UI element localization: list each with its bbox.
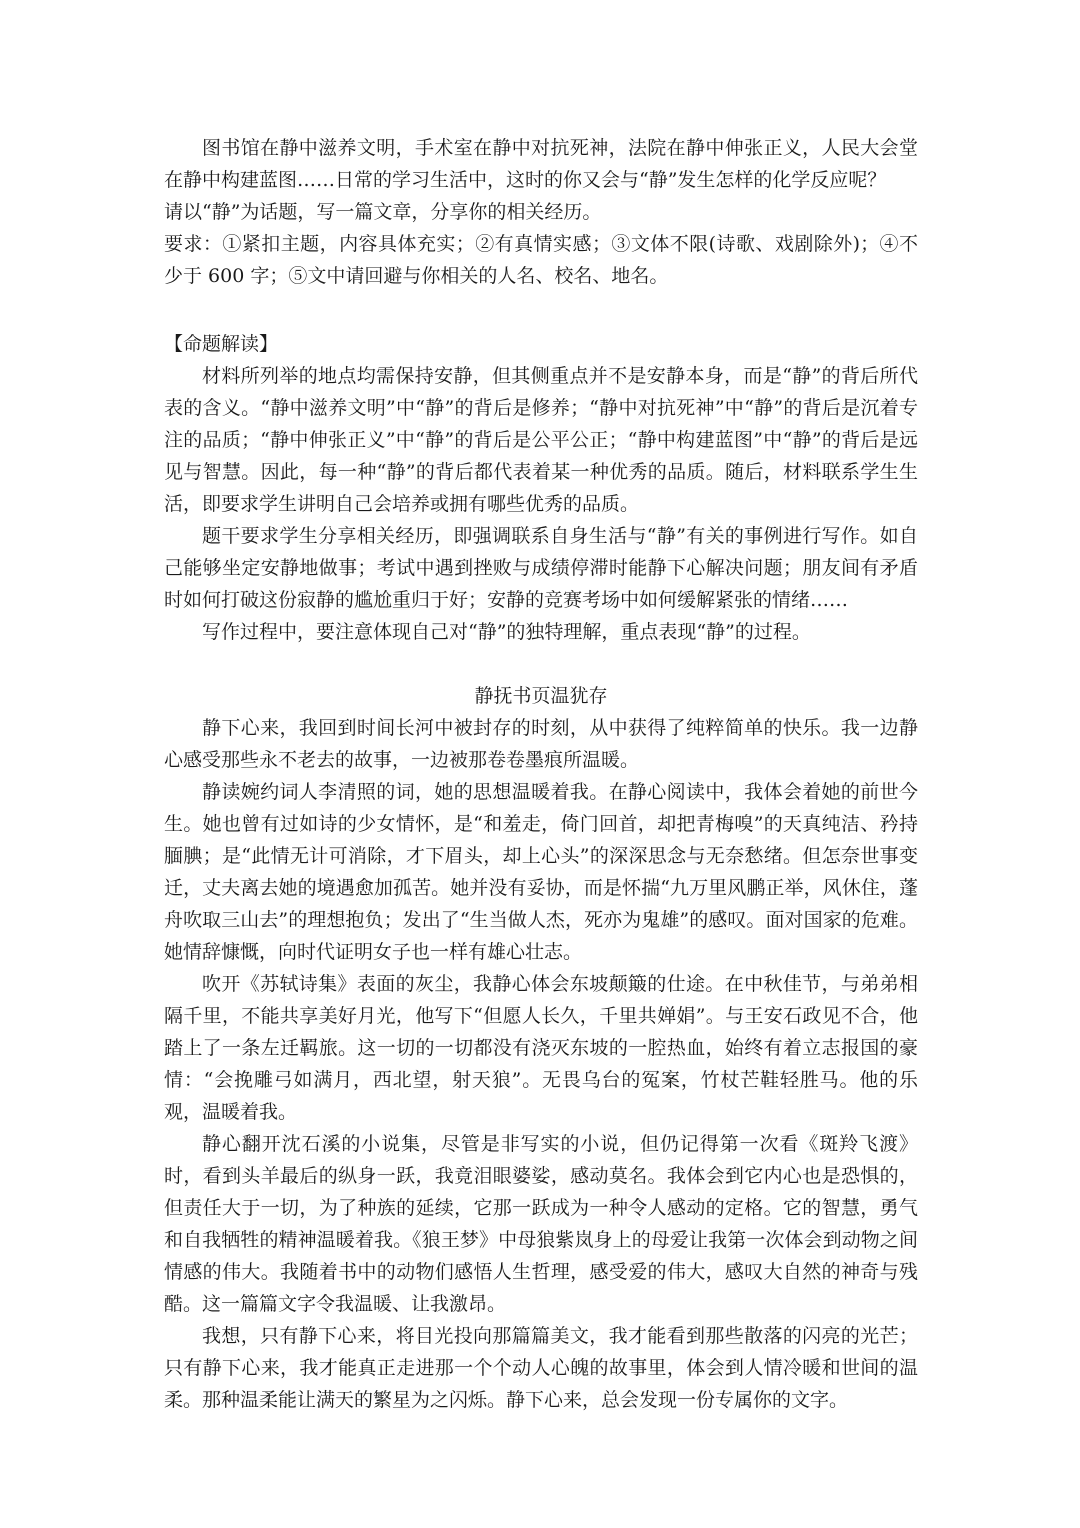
essay-paragraph: 我想，只有静下心来，将目光投向那篇篇美文，我才能看到那些散落的闪亮的光芒；只有静下心来，我才能真正走进那一个个动人心魄的故事里，体会到人情冷暖和世间的温柔。那种温柔能让满天的繁星为之闪烁。静下心来，总会发现一份专属你的文字。 (164, 1325, 918, 1411)
sample-essay (164, 680, 918, 1416)
spacer (164, 292, 918, 328)
essay-title: 静抚书页温犹存 (474, 685, 608, 707)
prompt-material: 图书馆在静中滋养文明，手术室在静中对抗死神，法院在静中伸张正义，人民大会堂在静中构建蓝图……日常的学习生活中，这时的你又会与“静”发生怎样的化学反应呢？ (164, 137, 918, 191)
essay-paragraph: 静心翻开沈石溪的小说集，尽管是非写实的小说，但仍记得第一次看《斑羚飞渡》时，看到头羊最后的纵身一跃，我竟泪眼婆娑，感动莫名。我体会到它内心也是恐惧的，但责任大于一切，为了种族的延续，它那一跃成为一种令人感动的定格。它的智慧，勇气和自我牺牲的精神温暖着我。《狼王梦》中母狼紫岚身上的母爱让我第一次体会到动物之间情感的伟大。我随着书中的动物们感悟人生哲理，感受爱的伟大，感叹大自然的神奇与残酷。这一篇篇文字令我温暖、让我激昂。 (164, 1133, 918, 1315)
analysis-heading: 【命题解读】 (164, 333, 279, 355)
prompt-task: 请以“静”为话题，写一篇文章，分享你的相关经历。 (164, 201, 602, 223)
essay-paragraph: 静读婉约词人李清照的词，她的思想温暖着我。在静心阅读中，我体会着她的前世今生。她也曾有过如诗的少女情怀，是“和羞走，倚门回首，却把青梅嗅”的天真纯洁、矜持腼腆；是“此情无计可消除，才下眉头，却上心头”的深深思念与无奈愁绪。但怎奈世事变迁，丈夫离去她的境遇愈加孤苦。她并没有妥协，而是怀揣“九万里风鹏正举，风休住，蓬舟吹取三山去”的理想抱负；发出了“生当做人杰，死亦为鬼雄”的感叹。面对国家的危难。她情辞慷慨，向时代证明女子也一样有雄心壮志。 (164, 781, 918, 963)
essay-paragraph: 吹开《苏轼诗集》表面的灰尘，我静心体会东坡颠簸的仕途。在中秋佳节，与弟弟相隔千里，不能共享美好月光，他写下“但愿人长久，千里共婵娟”。与王安石政见不合，他踏上了一条左迁羁旅。这一切的一切都没有浇灭东坡的一腔热血，始终有着立志报国的豪情：“会挽雕弓如满月，西北望，射天狼”。无畏乌台的冤案，竹杖芒鞋轻胜马。他的乐观，温暖着我。 (164, 973, 918, 1123)
analysis-paragraph: 题干要求学生分享相关经历，即强调联系自身生活与“静”有关的事例进行写作。如自己能够坐定安静地做事；考试中遇到挫败与成绩停滞时能静下心解决问题；朋友间有矛盾时如何打破这份寂静的尴尬重归于好；安静的竞赛考场中如何缓解紧张的情绪…… (164, 525, 918, 611)
prompt-analysis (164, 328, 918, 648)
analysis-paragraph: 写作过程中，要注意体现自己对“静”的独特理解，重点表现“静”的过程。 (202, 621, 811, 643)
writing-prompt (164, 132, 918, 292)
prompt-requirements: 要求：①紧扣主题，内容具体充实；②有真情实感；③文体不限(诗歌、戏剧除外)；④不少于 600 字；⑤文中请回避与你相关的人名、校名、地名。 (164, 233, 918, 287)
spacer (164, 648, 918, 680)
essay-paragraph: 静下心来，我回到时间长河中被封存的时刻，从中获得了纯粹简单的快乐。我一边静心感受那些永不老去的故事，一边被那卷卷墨痕所温暖。 (164, 717, 918, 771)
analysis-paragraph: 材料所列举的地点均需保持安静，但其侧重点并不是安静本身，而是“静”的背后所代表的含义。“静中滋养文明”中“静”的背后是修养；“静中对抗死神”中“静”的背后是沉着专注的品质；“静中伸张正义”中“静”的背后是公平公正；“静中构建蓝图”中“静”的背后是远见与智慧。因此，每一种“静”的背后都代表着某一种优秀的品质。随后，材料联系学生生活，即要求学生讲明自己会培养或拥有哪些优秀的品质。 (164, 365, 918, 515)
document-page (164, 132, 918, 1416)
